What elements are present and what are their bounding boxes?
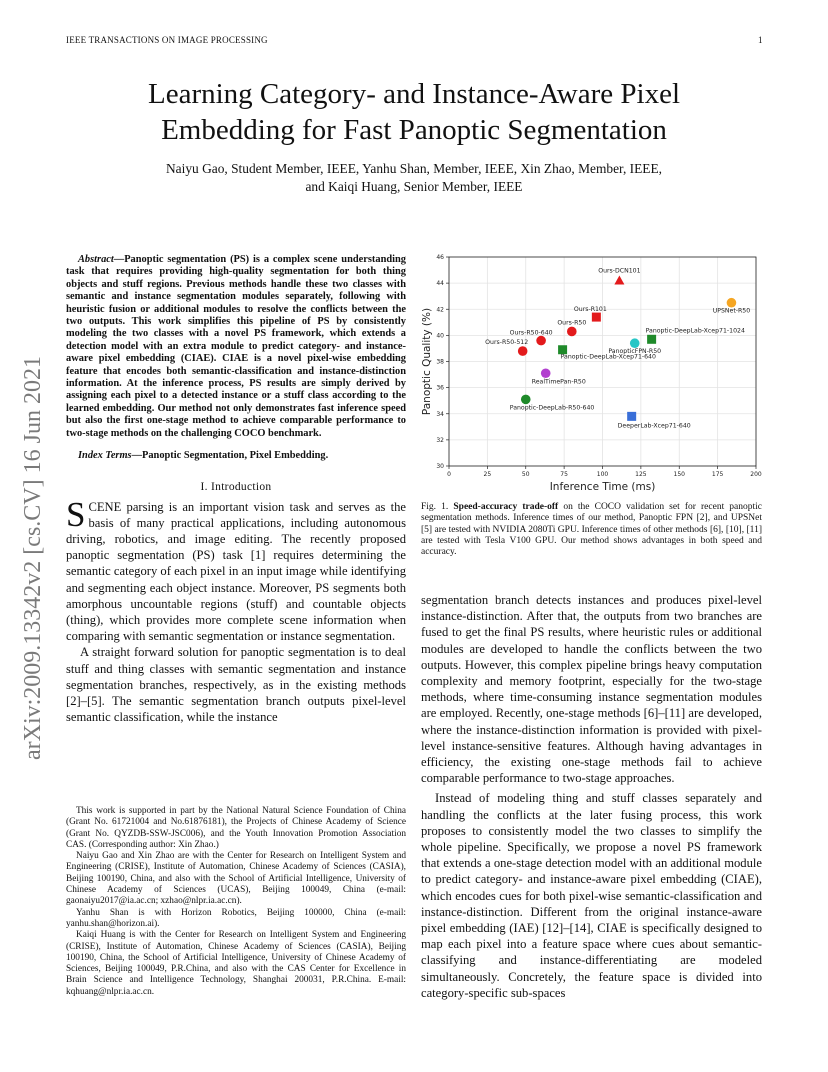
x-tick-label: 175 <box>711 471 724 478</box>
page-number: 1 <box>758 35 763 45</box>
abstract <box>66 254 406 440</box>
footnote-affiliation-gao-zhao: Naiyu Gao and Xin Zhao are with the Center for Research on Intelligent System and Engineering (CRISE), Institute of Automation, Chinese Academy of Sciences (CASIA), Beijing 100190, China, and also with the School of Artificial Intelligence, University of Chinese Academy of Sciences (UCAS), Beijing 100049, China (e-mail: gaonaiyu2017@ia.ac.cn; xzhao@nlpr.ia.ac.cn). <box>66 851 406 907</box>
intro-paragraph-1-text: CENE parsing is an important vision task and serves as the basis of many practical applications, including autonomous driving, robotics, and image editing. The recently proposed panoptic segmentation (PS) task [1] requires determining the semantic category of each pixel in an input image while identifying and segmenting each object instance. Moreover, PS segments both amorphous uncountable regions (stuff) and countable objects (thing), which provides more complete scene information when comparing with semantic segmentation or instance segmentation. <box>66 499 406 644</box>
x-tick-label: 100 <box>596 471 609 478</box>
footnotes <box>66 806 406 998</box>
point-realtimepan-r50-label: RealTimePan-R50 <box>531 378 586 386</box>
y-tick-label: 36 <box>436 384 444 392</box>
right-column <box>421 592 762 1001</box>
authors-line-1: Naiyu Gao, Student Member, IEEE, Yanhu Shan, Member, IEEE, Xin Zhao, Member, IEEE, <box>166 161 662 176</box>
abstract-lead: Abstract <box>78 254 114 265</box>
index-terms-lead: Index Terms <box>78 450 132 462</box>
y-tick-label: 42 <box>436 306 444 314</box>
x-tick-label: 0 <box>447 471 451 478</box>
point-panopticfpn-r50-label: PanopticFPN-R50 <box>608 348 662 356</box>
section-heading-introduction: I. Introduction <box>200 480 272 493</box>
point-deeperlab-xcep71-640 <box>627 412 636 421</box>
x-tick-label: 25 <box>483 471 492 478</box>
index-terms-text: —Panoptic Segmentation, Pixel Embedding. <box>131 450 329 462</box>
figure-caption <box>421 502 762 558</box>
speed-accuracy-chart <box>421 250 766 495</box>
point-ours-r50 <box>567 327 577 337</box>
point-ours-r50-512 <box>518 346 528 356</box>
x-tick-label: 125 <box>635 471 647 478</box>
y-tick-label: 30 <box>436 463 444 470</box>
point-ours-r50-label: Ours-R50 <box>557 319 587 327</box>
caption-bold: Speed-accuracy trade-off <box>453 502 559 512</box>
y-tick-label: 38 <box>436 358 444 366</box>
x-tick-label: 200 <box>750 471 762 478</box>
x-axis-label: Inference Time (ms) <box>549 481 656 493</box>
author-list <box>66 160 762 196</box>
point-panoptic-deeplab-xcep71-640-label: Panoptic-DeepLab-Xcep71-640 <box>560 353 656 361</box>
intro-paragraph-4: Instead of modeling thing and stuff classes separately and handling the conflicts at the later fusing process, this work proposes to consistently model the two classes to simplify the whole pipeline. Specifically, we propose a novel PS framework that extends a one-stage detection model with an additional module to predict category- and instance-aware pixel embedding (CIAE), which encodes cues for both pixel-wise semantic-classification and instance-distinction. Different from the original instance-aware pixel embedding (IAE) [12]–[14], CIAE is specifically designed to map each pixel into a feature space where cues about semantic-classifying and instance-differentiating are modeled simultaneously. Concretely, the feature space is divided into category-specific sub-spaces <box>421 791 762 1000</box>
point-upsnet-r50 <box>727 298 737 308</box>
point-panoptic-deeplab-xcep71-1024-label: Panoptic-DeepLab-Xcep71-1024 <box>645 327 745 335</box>
intro-paragraph-1 <box>66 494 406 645</box>
x-tick-label: 150 <box>673 471 685 478</box>
point-panoptic-deeplab-r50-640 <box>521 395 531 405</box>
caption-text: on the COCO validation set for recent panoptic segmentation methods. Inference times of our method, Panoptic FPN [2], and UPSNet [5] are tested with NVIDIA 2080Ti GPU. Inference times of other methods [6], [10], [11] are tested with Tesla V100 GPU. Our method shows advantages in both speed and accuracy. <box>421 502 763 558</box>
y-tick-label: 40 <box>436 332 444 340</box>
title-line-1: Learning Category- and Instance-Aware Pixel <box>147 78 680 110</box>
authors-line-2: and Kaiqi Huang, Senior Member, IEEE <box>305 179 523 194</box>
point-ours-r50-640 <box>536 336 546 346</box>
running-header: IEEE TRANSACTIONS ON IMAGE PROCESSING <box>66 35 268 45</box>
footnote-affiliation-huang: Kaiqi Huang is with the Center for Research on Intelligent System and Engineering (CRISE), Institute of Automation, Chinese Academy of Sciences (CASIA), Beijing 100190, China, the School of Artificial Intelligence, University of Chinese Academy of Sciences, Beijing 100049, P.R.China, and also with the CAS Center for Excellence in Brain Science and Intelligence Technology, Shanghai 200031, P.R.China. E-mail: kqhuang@nlpr.ia.ac.cn. <box>66 930 406 997</box>
y-axis-label: Panoptic Quality (%) <box>421 307 433 416</box>
point-ours-dcn101-label: Ours-DCN101 <box>598 267 641 275</box>
point-panoptic-deeplab-r50-640-label: Panoptic-DeepLab-R50-640 <box>509 404 595 412</box>
point-realtimepan-r50 <box>541 368 551 378</box>
y-tick-label: 46 <box>436 254 444 261</box>
footnote-funding: This work is supported in part by the National Natural Science Foundation of China (Grant No. 61721004 and No.61876181), the Projects of Chinese Academy of Science (Grant No. QYZDB-SSW-JSC006), and the Youth Innovation Promotion Association CAS. (Corresponding author: Xin Zhao.) <box>66 806 406 850</box>
chart-svg <box>421 250 766 495</box>
intro-paragraph-2: A straight forward solution for panoptic segmentation is to deal stuff and thing classes with semantic segmentation and instance segmentation branches, respectively, as in the existing methods [2]–[5]. The semantic segmentation branch outputs pixel-level semantic classification, while the instance <box>66 645 406 725</box>
x-tick-label: 75 <box>560 471 568 478</box>
arxiv-stamp: arXiv:2009.13342v2 [cs.CV] 16 Jun 2021 <box>20 356 46 760</box>
intro-paragraph-3: segmentation branch detects instances and produces pixel-level instance-distinction. After that, the outputs from two branches are fused to get the final PS results, where heuristic rules or additional modules are developed to handle the conflicts between the two outputs. However, this complex pipeline brings heavy computation complexity and memory footprint, especially for the two-stage methods, where time-consuming instance segmentation modules are employed. Recently, one-stage methods [6]–[11] are developed, where the instance-distinction information is provided with pixel-level instance-sensitive features. Although having advantages in efficiency, the existing one-stage methods fail to achieve comparable performance to two-stage approaches. <box>421 593 762 786</box>
y-tick-label: 44 <box>436 280 444 288</box>
dropcap-letter: S <box>66 494 86 534</box>
point-deeperlab-xcep71-640-label: DeeperLab-Xcep71-640 <box>617 422 691 430</box>
y-tick-label: 34 <box>436 410 444 418</box>
footnote-affiliation-shan: Yanhu Shan is with Horizon Robotics, Beijing 100000, China (e-mail: yanhu.shan@horizon.ai). <box>66 907 406 929</box>
abstract-text: —Panoptic segmentation (PS) is a complex scene understanding task that requires providing high-quality segmentation for both thing objects and stuff regions. Previous methods handle these two classes with semantic and instance segmentation modules separately, following with heuristic fusion or additional modules to resolve the conflicts between the two outputs. This work simplifies this pipeline of PS by consistently modeling the two classes with a novel PS framework, which extends a detection model with an extra module to predict category- and instance-aware pixel embedding (CIAE). CIAE is a novel pixel-wise embedding feature that encodes both semantic-classification and instance-distinction information. At the inference process, PS results are simply derived by assigning each pixel to a detected instance or a stuff class according to the learned embedding. Our method not only demonstrates fast inference speed but also the first one-stage method to achieve comparable performance to two-stage methods on the challenging COCO benchmark. <box>66 254 406 439</box>
point-ours-r101-label: Ours-R101 <box>573 306 607 314</box>
caption-label: Fig. 1. <box>421 502 449 512</box>
point-panopticfpn-r50 <box>630 338 640 348</box>
index-terms <box>66 450 406 462</box>
point-ours-r50-512-label: Ours-R50-512 <box>485 339 529 347</box>
point-panoptic-deeplab-xcep71-1024 <box>647 335 656 344</box>
paper-title <box>66 76 762 148</box>
point-ours-r101 <box>592 313 601 322</box>
title-line-2: Embedding for Fast Panoptic Segmentation <box>161 114 667 146</box>
point-upsnet-r50-label: UPSNet-R50 <box>712 307 751 315</box>
y-tick-label: 32 <box>436 436 444 444</box>
point-ours-r50-640-label: Ours-R50-640 <box>509 329 553 337</box>
x-tick-label: 50 <box>521 471 530 478</box>
left-column <box>66 254 406 725</box>
point-ours-dcn101 <box>614 276 624 285</box>
